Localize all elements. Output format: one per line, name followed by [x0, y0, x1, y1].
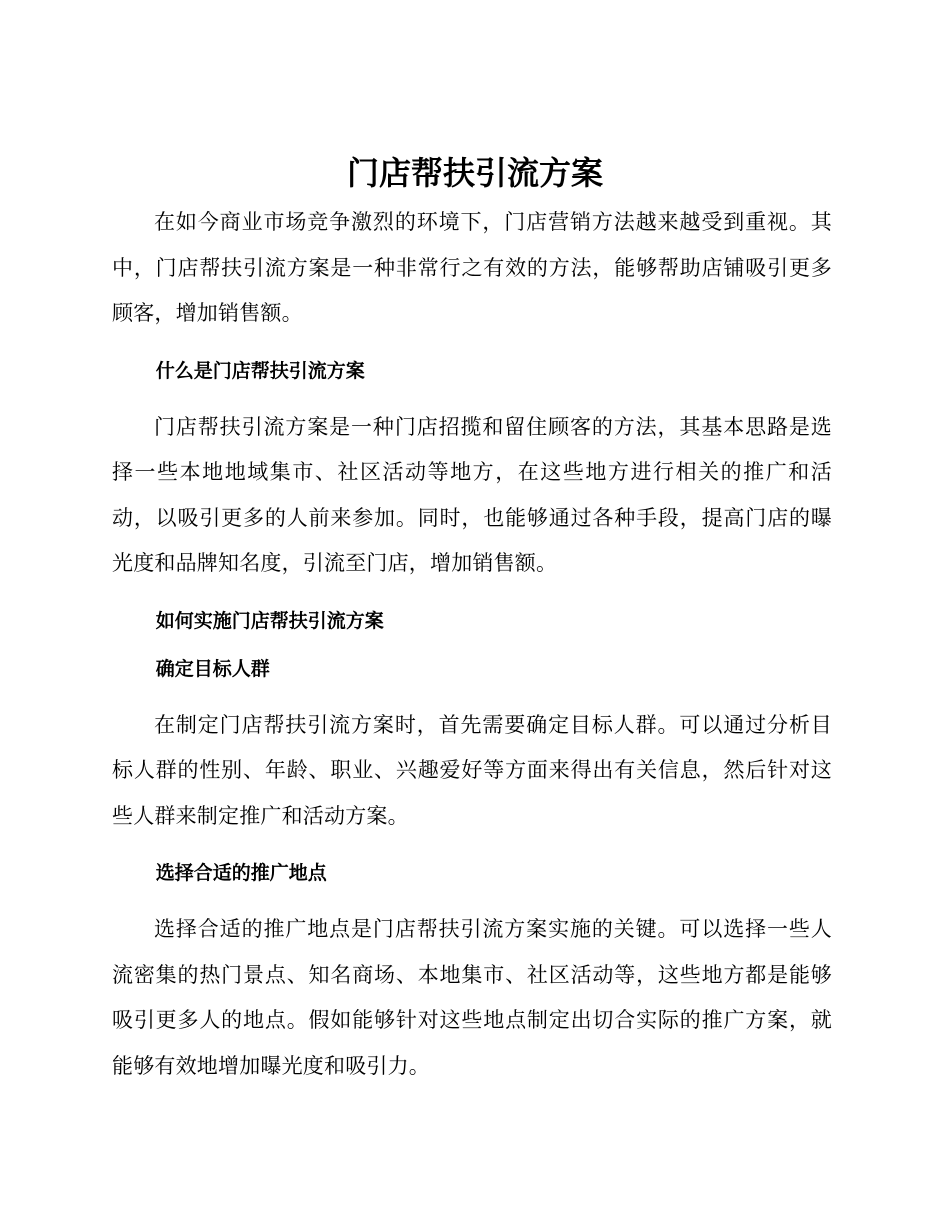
section-heading-target-audience: 确定目标人群: [155, 657, 270, 680]
section-heading-how-to: 如何实施门店帮扶引流方案: [155, 609, 384, 632]
intro-paragraph: 在如今商业市场竞争激烈的环境下，门店营销方法越来越受到重视。其中，门店帮扶引流方案是一种非常行之有效的方法，能够帮助店铺吸引更多顾客，增加销售额。: [112, 210, 832, 325]
section-heading-what-is: 什么是门店帮扶引流方案: [155, 359, 365, 382]
document-title: 门店帮扶引流方案: [346, 154, 603, 192]
section-paragraph-what-is: 门店帮扶引流方案是一种门店招揽和留住顾客的方法，其基本思路是选择一些本地地域集市、社区活动等地方，在这些地方进行相关的推广和活动，以吸引更多的人前来参加。同时，也能够通过各种手段，提高门店的曝光度和品牌知名度，引流至门店，增加销售额。: [112, 414, 832, 575]
section-paragraph-target-audience: 在制定门店帮扶引流方案时，首先需要确定目标人群。可以通过分析目标人群的性别、年龄、职业、兴趣爱好等方面来得出有关信息，然后针对这些人群来制定推广和活动方案。: [112, 712, 832, 828]
section-heading-promotion-location: 选择合适的推广地点: [155, 862, 327, 884]
document-body: [112, 200, 832, 1089]
section-paragraph-promotion-location: 选择合适的推广地点是门店帮扶引流方案实施的关键。可以选择一些人流密集的热门景点、知名商场、本地集市、社区活动等，这些地方都是能够吸引更多人的地点。假如能够针对这些地点制定出切合实际的推广方案，就能够有效地增加曝光度和吸引力。: [112, 917, 832, 1078]
